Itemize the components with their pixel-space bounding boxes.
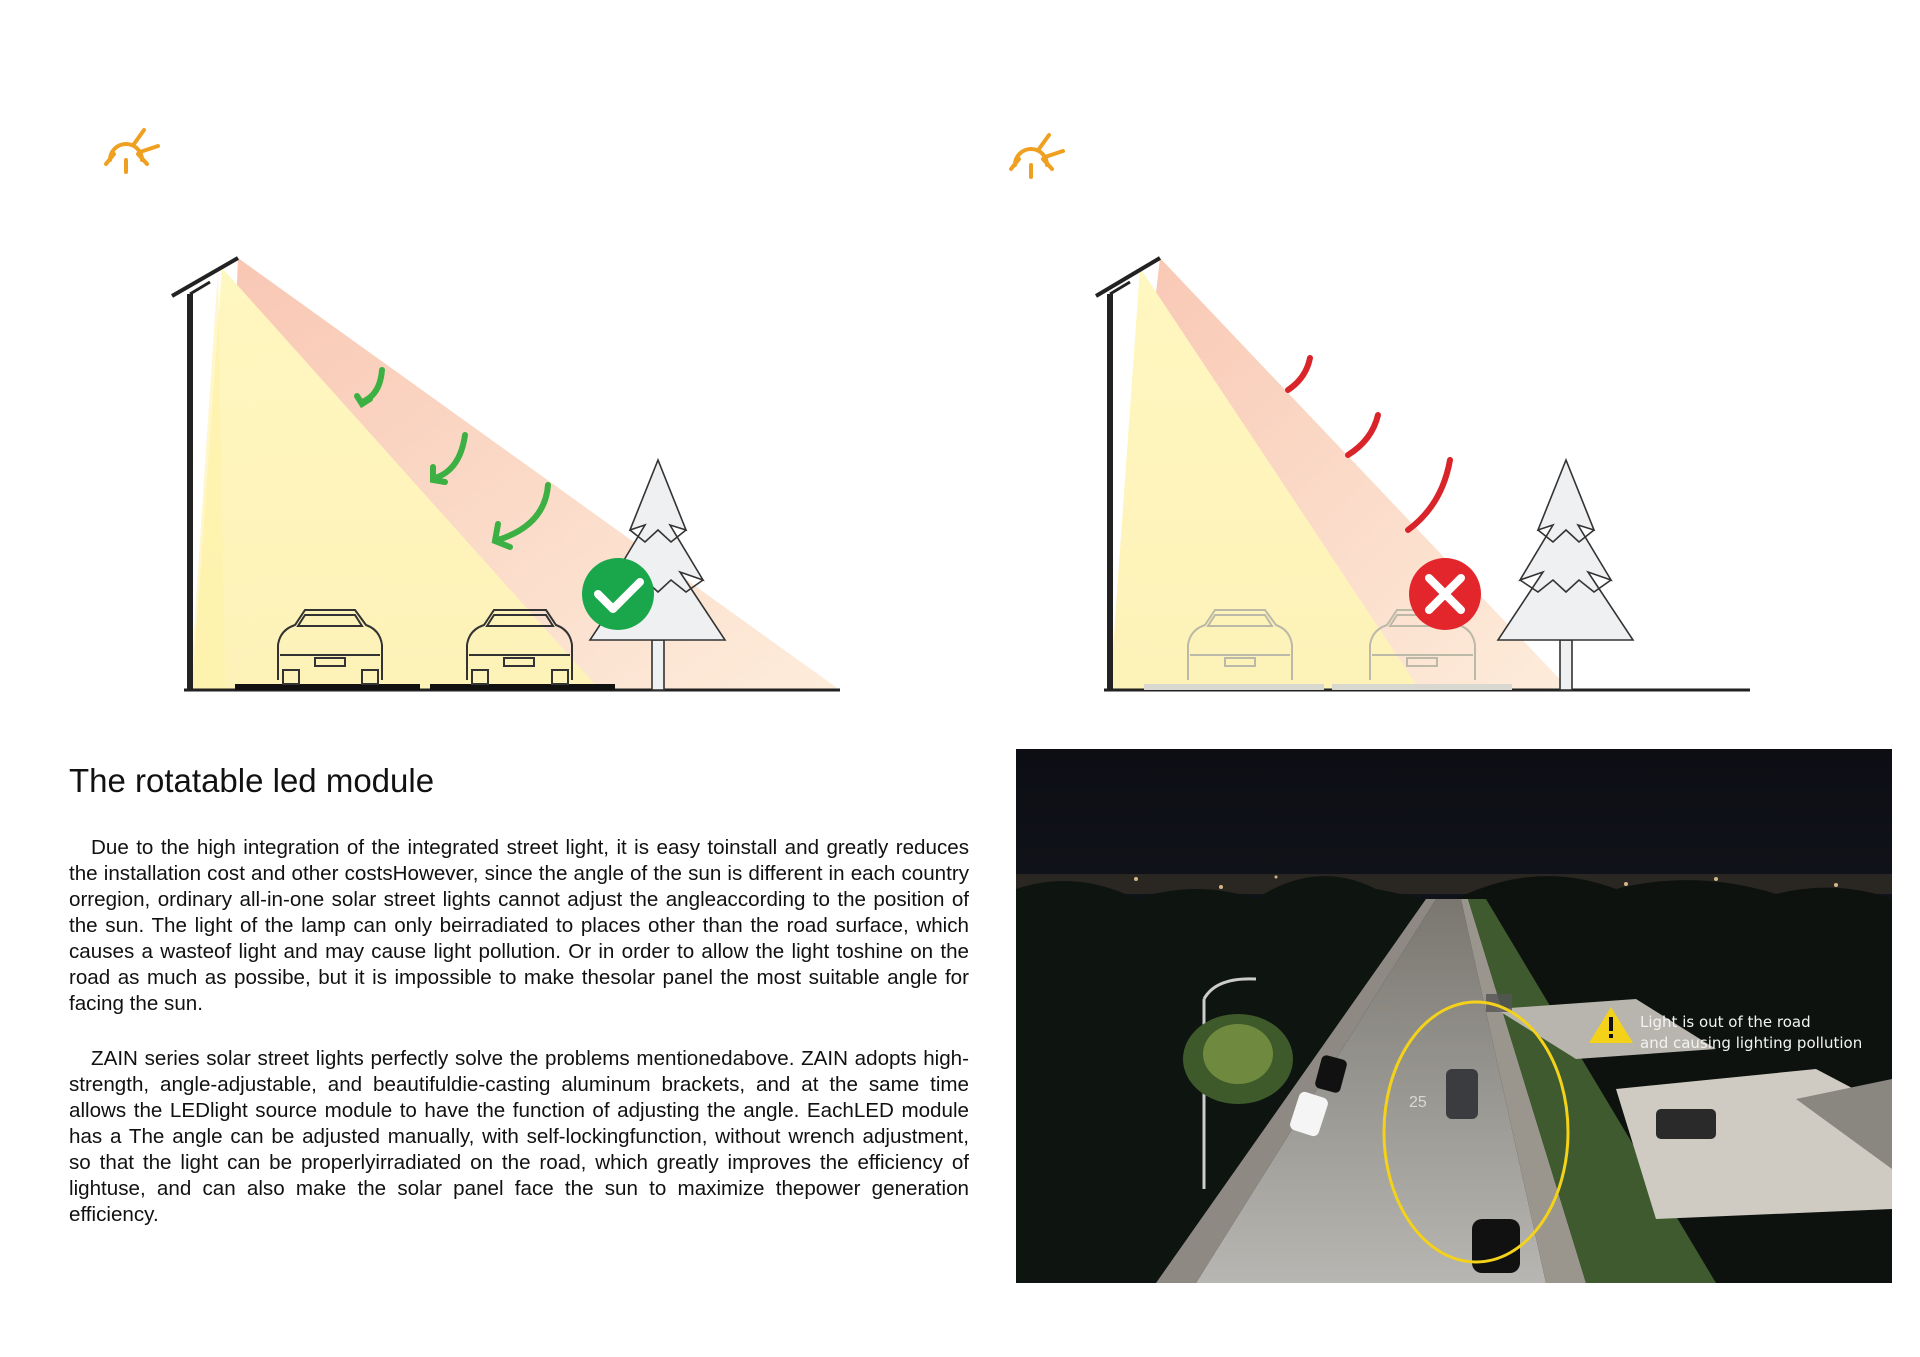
diagram-correct-angle xyxy=(100,110,840,710)
diagram-wrong-angle xyxy=(1010,110,1750,710)
road-marking: 25 xyxy=(1409,1094,1427,1111)
body-paragraph: ZAIN series solar street lights perfectly solve the problems mentionedabove. ZAIN adopts high-strength, angle-adjustable, and beautifuldie-casting aluminum brackets, and at the same time allows the LEDlight source module to have the function of adjusting the angle. EachLED module has a The angle can be adjusted manually, with self-lockingfunction, without wrench adjustment, so that the light can be properlyirradiated on the road, which greatly improves the efficiency of lightuse, and can also make the solar panel face the sun to maximize thepower generation efficiency. xyxy=(69,1047,969,1226)
photo-callout xyxy=(1640,1012,1862,1054)
callout-line: Light is out of the road xyxy=(1640,1013,1811,1031)
street-photo xyxy=(1016,749,1892,1283)
x-circle-icon xyxy=(1409,558,1481,630)
check-circle-icon xyxy=(582,558,654,630)
section-heading: The rotatable led module xyxy=(69,762,435,799)
callout-line: and causing lighting pollution xyxy=(1640,1034,1863,1052)
body-paragraph: Due to the high integration of the integrated street light, it is easy toinstall and greatly reduces the installation cost and other costsHowever, since the angle of the sun is different in each country orregion, ordinary all-in-one solar street lights cannot adjust the angleaccording to the position of the sun. The light of the lamp can only beirradiated to places other than the road surface, which causes a wasteof light and may cause light pollution. Or in order to allow the light toshine on the road as much as possibe, but it is impossible to make thesolar panel the most suitable angle for facing the sun. xyxy=(69,836,969,1015)
